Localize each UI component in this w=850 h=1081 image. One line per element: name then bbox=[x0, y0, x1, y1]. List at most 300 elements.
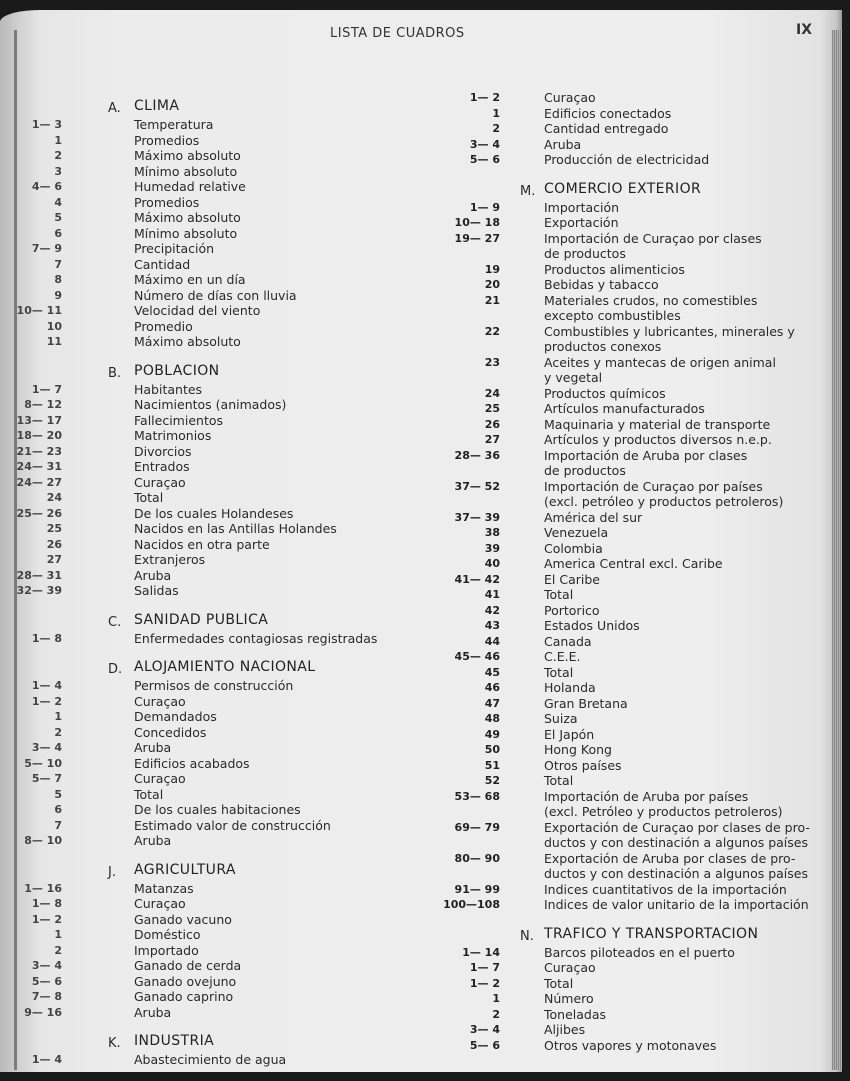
table-list-entry bbox=[0, 958, 440, 974]
table-number-range: 24 bbox=[484, 386, 500, 400]
table-title: Máximo en un día bbox=[134, 272, 246, 287]
table-title: Aruba bbox=[134, 1004, 172, 1020]
table-list-entry bbox=[440, 991, 840, 1007]
table-title: Demandados bbox=[134, 709, 217, 724]
table-title: De los cuales Holandeses bbox=[134, 505, 294, 521]
table-number-range: 25— 26 bbox=[16, 506, 62, 520]
table-list-entry bbox=[0, 148, 440, 164]
table-list-entry bbox=[440, 649, 840, 665]
table-list-entry bbox=[0, 226, 440, 242]
table-list-entry bbox=[0, 428, 440, 444]
section-letter: J. bbox=[108, 864, 116, 880]
table-number-range: 53— 68 bbox=[454, 789, 500, 803]
table-title: Estados Unidos bbox=[544, 618, 640, 633]
section-letter: N. bbox=[520, 928, 534, 944]
table-number-range: 26 bbox=[46, 537, 62, 551]
table-number-range: 80— 90 bbox=[454, 851, 500, 865]
table-list-entry bbox=[0, 490, 440, 506]
table-title: Productos alimenticios bbox=[544, 261, 685, 277]
table-number-range: 5— 7 bbox=[31, 772, 62, 785]
table-number-range: 1 bbox=[54, 928, 62, 941]
table-list-entry bbox=[0, 195, 440, 211]
table-number-range: 21— 23 bbox=[16, 444, 62, 458]
table-list-entry bbox=[440, 1038, 840, 1054]
table-number-range: 1— 9 bbox=[469, 200, 500, 214]
table-title: Precipitación bbox=[134, 241, 215, 256]
section-title: COMERCIO EXTERIOR bbox=[544, 180, 702, 197]
table-list-entry bbox=[0, 694, 440, 710]
table-list-entry bbox=[440, 106, 840, 122]
spacer bbox=[0, 599, 440, 609]
table-title: y vegetal bbox=[544, 370, 603, 385]
table-list-entry bbox=[440, 1022, 840, 1038]
table-title: Curaçao bbox=[134, 474, 186, 490]
table-list-entry bbox=[440, 804, 840, 820]
table-list-entry bbox=[440, 386, 840, 402]
section-heading bbox=[0, 859, 440, 881]
table-number-range: 22 bbox=[484, 324, 500, 338]
table-list-entry bbox=[0, 444, 440, 460]
table-number-range: 1— 8 bbox=[31, 631, 62, 645]
table-number-range: 2 bbox=[492, 1007, 500, 1021]
table-title: Colombia bbox=[544, 540, 603, 556]
table-number-range: 8 bbox=[54, 273, 62, 286]
table-list-entry bbox=[440, 882, 840, 898]
table-list-entry bbox=[0, 568, 440, 584]
table-title: Ganado ovejuno bbox=[134, 973, 237, 989]
table-number-range: 5— 6 bbox=[469, 1038, 500, 1052]
table-title: ductos y con destinación a algunos países bbox=[544, 866, 808, 881]
table-number-range: 20 bbox=[484, 278, 500, 291]
table-number-range: 3— 4 bbox=[469, 137, 500, 151]
table-number-range: 9— 16 bbox=[24, 1005, 62, 1019]
table-title: Número de días con lluvia bbox=[134, 287, 297, 303]
table-list-entry bbox=[440, 945, 840, 961]
table-title: Mínimo absoluto bbox=[134, 225, 238, 241]
table-title: Habitantes bbox=[134, 381, 203, 397]
table-number-range: 1— 3 bbox=[31, 118, 62, 131]
table-number-range: 1 bbox=[54, 133, 62, 147]
table-list-entry bbox=[440, 742, 840, 758]
table-number-range: 28— 31 bbox=[16, 568, 62, 582]
table-title: Número bbox=[544, 991, 594, 1006]
table-number-range: 6 bbox=[54, 226, 62, 240]
table-list-entry bbox=[0, 506, 440, 522]
table-title: Aruba bbox=[134, 740, 172, 755]
section-heading bbox=[0, 1030, 440, 1052]
table-title: Gran Bretana bbox=[544, 695, 628, 711]
table-number-range: 19 bbox=[484, 262, 500, 276]
table-title: Promedios bbox=[134, 132, 200, 148]
table-title: Otros vapores y motonaves bbox=[544, 1037, 717, 1053]
table-title: America Central excl. Caribe bbox=[544, 556, 723, 571]
table-list-entry bbox=[440, 463, 840, 479]
table-number-range: 32— 39 bbox=[16, 584, 62, 597]
table-list-entry bbox=[440, 556, 840, 572]
table-number-range: 23 bbox=[484, 355, 500, 369]
table-title: Hong Kong bbox=[544, 742, 612, 757]
table-list-entry bbox=[440, 121, 840, 137]
table-title: Temperatura bbox=[134, 117, 214, 132]
table-list-entry bbox=[440, 758, 840, 774]
table-number-range: 51 bbox=[484, 758, 500, 772]
table-list-entry bbox=[0, 756, 440, 772]
table-title: Máximo absoluto bbox=[134, 210, 241, 225]
table-list-entry bbox=[440, 603, 840, 619]
table-list-entry bbox=[440, 727, 840, 743]
table-list-entry bbox=[440, 448, 840, 464]
table-number-range: 40 bbox=[484, 557, 500, 570]
table-number-range: 43 bbox=[484, 619, 500, 632]
table-list-entry bbox=[0, 303, 440, 319]
table-title: Importación bbox=[544, 199, 620, 215]
table-number-range: 24— 27 bbox=[16, 475, 62, 489]
table-number-range: 1— 4 bbox=[31, 1053, 62, 1066]
table-number-range: 25 bbox=[484, 402, 500, 415]
table-title: Curaçao bbox=[544, 960, 596, 975]
table-list-entry bbox=[0, 1005, 440, 1021]
table-list-entry bbox=[0, 989, 440, 1005]
table-title: Exportación de Aruba por clases de pro- bbox=[544, 850, 796, 866]
table-number-range: 47 bbox=[484, 696, 500, 710]
table-list-entry bbox=[0, 179, 440, 195]
table-title: Total bbox=[544, 975, 574, 991]
table-list-entry bbox=[0, 475, 440, 491]
table-number-range: 2 bbox=[492, 122, 500, 135]
table-list-entry bbox=[0, 787, 440, 803]
table-list-entry bbox=[0, 537, 440, 553]
table-number-range: 4— 6 bbox=[31, 180, 62, 193]
table-number-range: 18— 20 bbox=[16, 429, 62, 442]
table-title: Otros países bbox=[544, 757, 622, 773]
table-number-range: 6 bbox=[54, 803, 62, 816]
table-number-range: 91— 99 bbox=[454, 882, 500, 896]
table-number-range: 37— 52 bbox=[454, 479, 500, 493]
table-list-entry bbox=[440, 417, 840, 433]
table-list-entry bbox=[440, 277, 840, 293]
table-title: (excl. petróleo y productos petroleros) bbox=[544, 494, 784, 509]
table-title: productos conexos bbox=[544, 339, 662, 354]
table-title: Mínimo absoluto bbox=[134, 163, 238, 179]
section-heading bbox=[440, 178, 840, 200]
table-list-entry bbox=[440, 90, 840, 106]
table-title: Curaçao bbox=[134, 693, 186, 709]
table-list-entry bbox=[0, 740, 440, 756]
table-list-entry bbox=[440, 231, 840, 247]
table-list-entry bbox=[0, 678, 440, 694]
table-list-entry bbox=[440, 820, 840, 836]
table-title: Doméstico bbox=[134, 927, 201, 942]
table-title: América del sur bbox=[544, 509, 643, 525]
table-number-range: 3— 4 bbox=[31, 959, 62, 972]
table-title: ductos y con destinación a algunos países bbox=[544, 835, 808, 850]
table-title: Ganado vacuno bbox=[134, 911, 232, 927]
table-list-entry bbox=[0, 725, 440, 741]
table-list-entry bbox=[440, 370, 840, 386]
section-letter: D. bbox=[108, 662, 123, 677]
table-title: Importación de Curaçao por países bbox=[544, 478, 763, 494]
table-list-entry bbox=[0, 881, 440, 897]
table-number-range: 69— 79 bbox=[454, 820, 500, 834]
table-list-entry bbox=[440, 152, 840, 168]
section-letter: K. bbox=[108, 1036, 121, 1051]
section-title: ALOJAMIENTO NACIONAL bbox=[134, 659, 316, 675]
section-title: CLIMA bbox=[134, 98, 180, 114]
spacer bbox=[0, 1020, 440, 1030]
table-list-entry bbox=[440, 525, 840, 541]
table-list-entry bbox=[0, 583, 440, 599]
table-title: Portorico bbox=[544, 602, 600, 618]
section-heading bbox=[0, 609, 440, 631]
table-list-entry bbox=[440, 479, 840, 495]
table-list-entry bbox=[0, 319, 440, 335]
table-title: Curaçao bbox=[134, 896, 186, 911]
table-list-entry bbox=[440, 665, 840, 681]
section-letter: B. bbox=[108, 365, 122, 381]
table-number-range: 50 bbox=[484, 743, 500, 756]
table-list-entry bbox=[0, 413, 440, 429]
table-list-entry bbox=[0, 552, 440, 568]
table-number-range: 7 bbox=[54, 818, 62, 832]
table-title: Nacidos en las Antillas Holandes bbox=[134, 521, 337, 536]
table-list-entry bbox=[0, 288, 440, 304]
table-number-range: 45 bbox=[484, 665, 500, 679]
table-title: Nacidos en otra parte bbox=[134, 536, 270, 552]
table-number-range: 5— 10 bbox=[24, 756, 62, 770]
table-list-entry bbox=[0, 272, 440, 288]
table-list-entry bbox=[0, 133, 440, 149]
table-number-range: 9 bbox=[54, 288, 62, 302]
table-list-entry bbox=[440, 401, 840, 417]
table-title: Aruba bbox=[134, 567, 172, 583]
table-title: Artículos manufacturados bbox=[544, 401, 705, 416]
right-column bbox=[440, 90, 840, 1053]
table-list-entry bbox=[0, 257, 440, 273]
table-list-entry bbox=[0, 771, 440, 787]
table-number-range: 25 bbox=[46, 522, 62, 535]
table-list-entry bbox=[0, 117, 440, 133]
table-title: Nacimientos (animados) bbox=[134, 397, 287, 412]
table-number-range: 42 bbox=[484, 603, 500, 617]
table-list-entry bbox=[0, 818, 440, 834]
table-title: Venezuela bbox=[544, 525, 609, 540]
table-number-range: 24— 31 bbox=[16, 460, 62, 473]
table-number-range: 1 bbox=[492, 106, 500, 120]
table-list-entry bbox=[440, 851, 840, 867]
table-number-range: 26 bbox=[484, 417, 500, 431]
table-number-range: 3— 4 bbox=[31, 741, 62, 754]
table-number-range: 39 bbox=[484, 541, 500, 555]
table-list-entry bbox=[0, 912, 440, 928]
table-list-entry bbox=[0, 1052, 440, 1068]
section-letter: C. bbox=[108, 614, 122, 630]
section-title: AGRICULTURA bbox=[134, 861, 236, 878]
table-number-range: 3— 4 bbox=[469, 1023, 500, 1036]
table-title: Cantidad entregado bbox=[544, 121, 669, 136]
table-number-range: 1— 8 bbox=[31, 897, 62, 910]
table-list-entry bbox=[0, 896, 440, 912]
table-list-entry bbox=[0, 833, 440, 849]
table-list-entry bbox=[440, 355, 840, 371]
table-title: Importación de Curaçao por clases bbox=[544, 230, 762, 246]
table-number-range: 1— 2 bbox=[469, 91, 500, 104]
table-number-range: 5 bbox=[54, 211, 62, 224]
table-title: El Caribe bbox=[544, 571, 600, 587]
section-heading bbox=[440, 923, 840, 945]
table-title: Importación de Aruba por clases bbox=[544, 447, 748, 463]
table-number-range: 10— 11 bbox=[16, 304, 62, 317]
table-list-entry bbox=[440, 137, 840, 153]
table-title: Holanda bbox=[544, 680, 596, 695]
table-title: Extranjeros bbox=[134, 552, 206, 567]
spacer bbox=[440, 168, 840, 178]
table-title: Total bbox=[544, 773, 574, 788]
table-number-range: 3 bbox=[54, 164, 62, 178]
table-number-range: 41 bbox=[484, 588, 500, 601]
table-list-entry bbox=[440, 835, 840, 851]
table-title: Cantidad bbox=[134, 256, 191, 272]
table-list-entry bbox=[0, 241, 440, 257]
table-title: Aljibes bbox=[544, 1022, 586, 1037]
table-number-range: 1 bbox=[54, 710, 62, 723]
table-list-entry bbox=[440, 215, 840, 231]
table-number-range: 1— 2 bbox=[31, 694, 62, 708]
table-title: de productos bbox=[544, 246, 626, 261]
table-title: Total bbox=[134, 490, 164, 505]
section-letter: M. bbox=[520, 183, 536, 199]
table-number-range: 1 bbox=[492, 992, 500, 1005]
table-list-entry bbox=[440, 293, 840, 309]
running-title: LISTA DE CUADROS bbox=[330, 26, 465, 41]
section-title: TRAFICO Y TRANSPORTACION bbox=[544, 925, 759, 942]
table-title: Edificios acabados bbox=[134, 755, 250, 771]
table-title: Edificios conectados bbox=[544, 105, 672, 121]
table-title: Exportación bbox=[544, 215, 619, 230]
table-title: Curaçao bbox=[544, 90, 596, 105]
table-list-entry bbox=[0, 382, 440, 398]
table-title: De los cuales habitaciones bbox=[134, 802, 301, 817]
table-number-range: 1— 2 bbox=[469, 976, 500, 990]
table-number-range: 37— 39 bbox=[454, 510, 500, 524]
table-list-entry bbox=[440, 246, 840, 262]
table-title: Indices de valor unitario de la importación bbox=[544, 897, 809, 912]
table-list-entry bbox=[440, 541, 840, 557]
table-number-range: 8— 12 bbox=[24, 398, 62, 411]
table-number-range: 38 bbox=[484, 526, 500, 539]
table-list-entry bbox=[440, 866, 840, 882]
table-number-range: 5— 6 bbox=[469, 153, 500, 166]
table-number-range: 19— 27 bbox=[454, 231, 500, 245]
table-list-entry bbox=[0, 397, 440, 413]
table-number-range: 41— 42 bbox=[454, 572, 500, 586]
table-number-range: 1— 7 bbox=[469, 961, 500, 974]
table-number-range: 28— 36 bbox=[454, 448, 500, 462]
table-number-range: 46 bbox=[484, 681, 500, 694]
table-title: Materiales crudos, no comestibles bbox=[544, 292, 758, 308]
table-title: Combustibles y lubricantes, minerales y bbox=[544, 323, 795, 339]
table-number-range: 27 bbox=[484, 433, 500, 446]
table-title: Salidas bbox=[134, 583, 179, 598]
table-list-entry bbox=[0, 802, 440, 818]
table-title: Abastecimiento de agua bbox=[134, 1052, 287, 1067]
table-number-range: 4 bbox=[54, 195, 62, 209]
table-list-entry bbox=[440, 587, 840, 603]
table-number-range: 52 bbox=[484, 774, 500, 787]
table-title: Divorcios bbox=[134, 443, 192, 459]
table-title: Fallecimientos bbox=[134, 412, 224, 428]
table-title: Permisos de construcción bbox=[134, 678, 294, 693]
table-title: Máximo absoluto bbox=[134, 334, 241, 349]
table-title: excepto combustibles bbox=[544, 308, 681, 323]
table-title: Ganado de cerda bbox=[134, 958, 242, 973]
table-number-range: 2 bbox=[54, 725, 62, 739]
table-list-entry bbox=[0, 210, 440, 226]
table-number-range: 44 bbox=[484, 634, 500, 648]
table-number-range: 7— 9 bbox=[31, 242, 62, 255]
section-heading bbox=[0, 360, 440, 382]
table-list-entry bbox=[0, 334, 440, 350]
table-title: Matrimonios bbox=[134, 428, 212, 443]
table-list-entry bbox=[440, 789, 840, 805]
table-number-range: 1— 2 bbox=[31, 912, 62, 926]
section-heading bbox=[0, 656, 440, 678]
table-title: Velocidad del viento bbox=[134, 303, 261, 318]
table-title: Aruba bbox=[134, 833, 172, 848]
spacer bbox=[440, 913, 840, 923]
table-list-entry bbox=[0, 459, 440, 475]
table-title: Promedios bbox=[134, 194, 200, 210]
table-title: Canada bbox=[544, 633, 592, 649]
table-title: Bebidas y tabacco bbox=[544, 277, 659, 292]
table-number-range: 8— 10 bbox=[24, 834, 62, 847]
table-number-range: 1— 4 bbox=[31, 679, 62, 692]
table-list-entry bbox=[440, 773, 840, 789]
table-list-entry bbox=[440, 897, 840, 913]
table-list-entry bbox=[440, 618, 840, 634]
table-number-range: 49 bbox=[484, 727, 500, 741]
table-title: Aceites y mantecas de origen animal bbox=[544, 354, 776, 370]
section-title: SANIDAD PUBLICA bbox=[134, 611, 269, 628]
table-title: Aruba bbox=[544, 136, 582, 152]
table-number-range: 100—108 bbox=[443, 898, 500, 911]
table-title: Importación de Aruba por países bbox=[544, 788, 749, 804]
table-title: Maquinaria y material de transporte bbox=[544, 416, 771, 432]
table-number-range: 7— 8 bbox=[31, 990, 62, 1003]
table-list-entry bbox=[440, 262, 840, 278]
table-list-entry bbox=[0, 709, 440, 725]
table-list-entry bbox=[440, 494, 840, 510]
spacer bbox=[0, 646, 440, 656]
table-title: Total bbox=[544, 587, 574, 602]
table-list-entry bbox=[440, 711, 840, 727]
table-list-entry bbox=[440, 510, 840, 526]
table-list-entry bbox=[440, 324, 840, 340]
table-number-range: 5 bbox=[54, 787, 62, 801]
table-title: Matanzas bbox=[134, 880, 194, 896]
table-list-entry bbox=[440, 976, 840, 992]
table-number-range: 1— 14 bbox=[462, 945, 500, 959]
table-list-entry bbox=[0, 631, 440, 647]
table-title: de productos bbox=[544, 463, 626, 478]
spacer bbox=[0, 350, 440, 360]
table-number-range: 1— 7 bbox=[31, 382, 62, 396]
table-title: Indices cuantitativos de la importación bbox=[544, 881, 787, 897]
section-title: INDUSTRIA bbox=[134, 1033, 215, 1049]
section-title: POBLACION bbox=[134, 362, 220, 379]
section-heading bbox=[0, 95, 440, 117]
table-list-entry bbox=[440, 960, 840, 976]
table-title: Máximo absoluto bbox=[134, 148, 241, 163]
